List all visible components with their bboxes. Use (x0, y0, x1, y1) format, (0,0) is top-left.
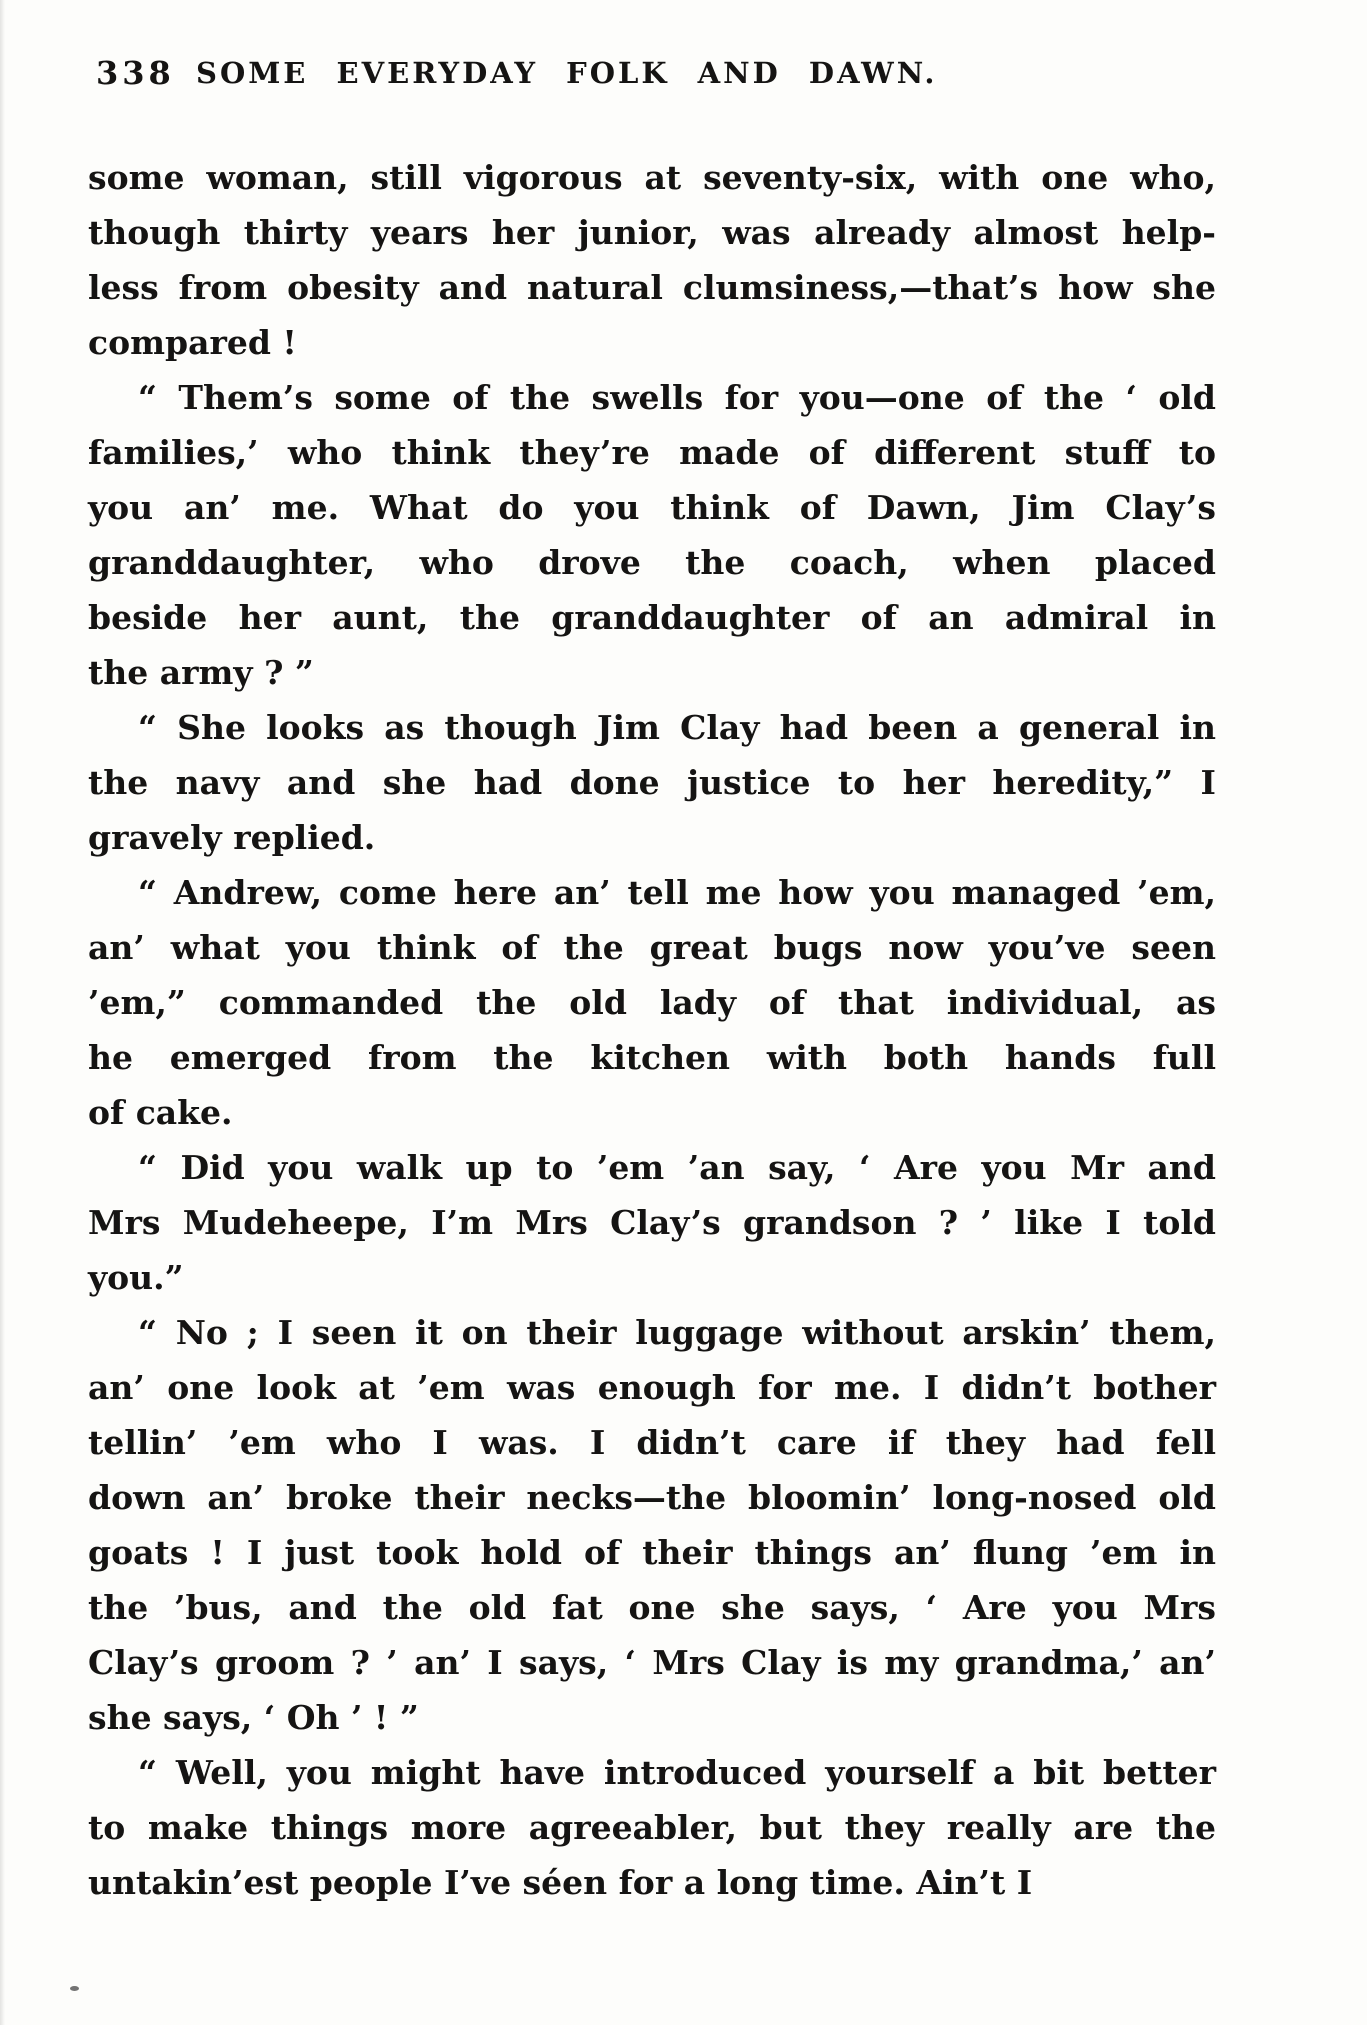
text-line: of cake. (88, 1093, 233, 1132)
scan-edge-shadow (0, 0, 5, 2025)
paragraph (88, 700, 1216, 865)
text-line: Clay’s groom ? ’ an’ I says, ‘ Mrs Clay is my grandma,’ an’ (88, 1643, 1216, 1682)
text-line: beside her aunt, the granddaughter of an admiral in (88, 598, 1216, 637)
text-line: down an’ broke their necks—the bloomin’ long-nosed old (88, 1478, 1216, 1517)
text-line: less from obesity and natural clumsiness,—that’s how she (88, 268, 1216, 307)
text-line: the ’bus, and the old fat one she says, ‘ Are you Mrs (88, 1588, 1216, 1627)
text-line: you.” (88, 1258, 184, 1297)
text-line: an’ one look at ’em was enough for me. I didn’t bother (88, 1368, 1216, 1407)
text-line: the navy and she had done justice to her heredity,” I (88, 763, 1216, 802)
text-line: families,’ who think they’re made of different stuff to (88, 433, 1216, 472)
text-line: compared ! (88, 323, 297, 362)
paragraph (88, 370, 1216, 700)
text-line: “ No ; I seen it on their luggage without arskin’ them, (138, 1313, 1216, 1352)
text-line: “ Them’s some of the swells for you—one of the ‘ old (138, 378, 1216, 417)
text-line: “ Did you walk up to ’em ’an say, ‘ Are you Mr and (138, 1148, 1216, 1187)
text-line: untakin’est people I’ve séen for a long time. Ain’t I (88, 1863, 1033, 1902)
page-header (0, 52, 1367, 98)
text-block (88, 150, 1216, 1910)
text-line: the army ? ” (88, 653, 314, 692)
running-title: SOME EVERYDAY FOLK AND DAWN. (196, 56, 938, 90)
paragraph (88, 1140, 1216, 1305)
text-line: goats ! I just took hold of their things an’ flung ’em in (88, 1533, 1216, 1572)
text-line: Mrs Mudeheepe, I’m Mrs Clay’s grandson ? ’ like I told (88, 1203, 1216, 1242)
scan-speck (70, 1986, 79, 1991)
text-line: though thirty years her junior, was already almost help- (88, 213, 1216, 252)
text-line: he emerged from the kitchen with both hands full (88, 1038, 1216, 1077)
paragraph (88, 1305, 1216, 1745)
text-line: gravely replied. (88, 818, 376, 857)
text-line: “ Well, you might have introduced yourself a bit better (138, 1753, 1216, 1792)
text-line: “ She looks as though Jim Clay had been a general in (138, 708, 1216, 747)
text-line: you an’ me. What do you think of Dawn, Jim Clay’s (88, 488, 1216, 527)
page-number: 338 (96, 54, 175, 92)
text-line: tellin’ ’em who I was. I didn’t care if they had fell (88, 1423, 1216, 1462)
text-line: she says, ‘ Oh ’ ! ” (88, 1698, 419, 1737)
paragraph (88, 150, 1216, 370)
paragraph (88, 1745, 1216, 1910)
text-line: ’em,” commanded the old lady of that individual, as (88, 983, 1216, 1022)
paragraph (88, 865, 1216, 1140)
text-line: an’ what you think of the great bugs now you’ve seen (88, 928, 1216, 967)
text-line: granddaughter, who drove the coach, when placed (88, 543, 1216, 582)
text-line: some woman, still vigorous at seventy-six, with one who, (88, 158, 1216, 197)
text-line: “ Andrew, come here an’ tell me how you managed ’em, (138, 873, 1216, 912)
text-line: to make things more agreeabler, but they really are the (88, 1808, 1216, 1847)
